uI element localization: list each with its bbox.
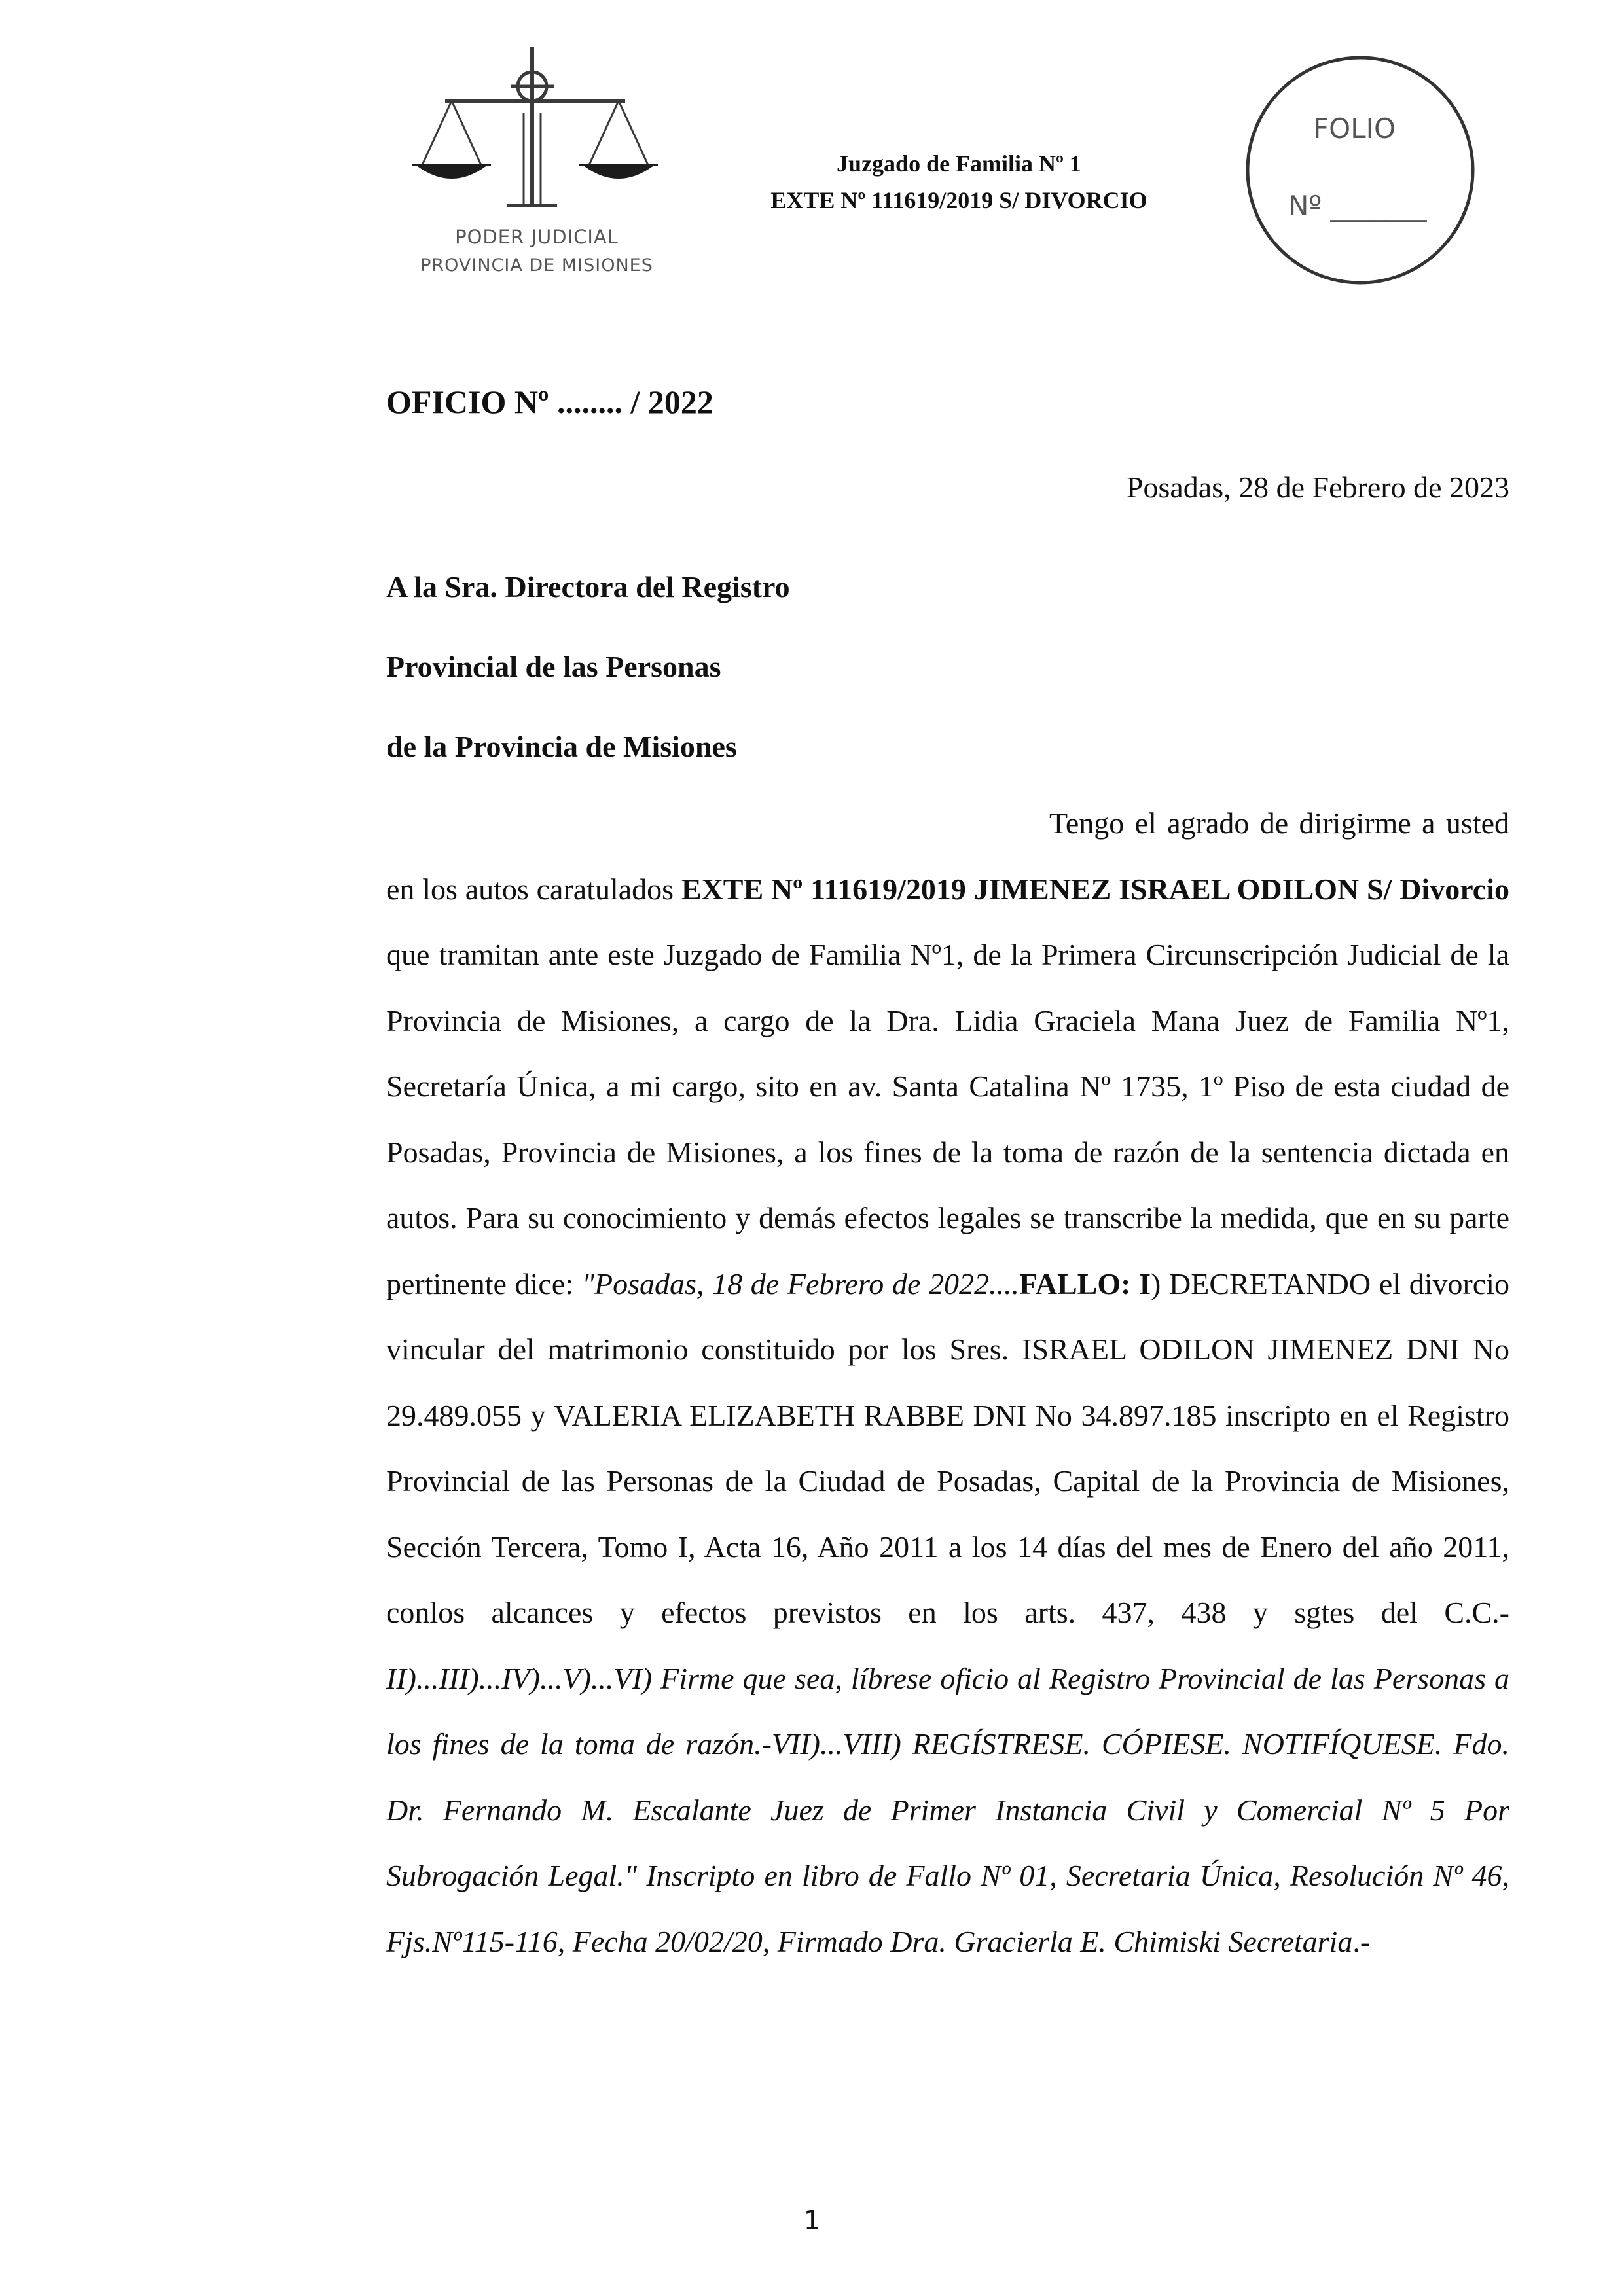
body-intro: Tengo el agrado de dirigirme a usted en los autos caratulados — [386, 806, 1509, 906]
case-reference: EXTE Nº 111619/2019 S/ DIVORCIO — [770, 187, 1147, 213]
body-closing: .- — [1352, 1924, 1371, 1958]
recipient-line-3: de la Provincia de Misiones — [386, 730, 737, 763]
ruling-text: ) DECRETANDO el divorcio vincular del matrimonio constituido por los Sres. ISRAEL ODILON JIMENEZ DNI No 29.489.055 y VALERIA ELIZABETH RABBE DNI No 34.897.185 inscripto en el Registro Provincial de las Personas de la Ciudad de Posadas, Capital de la Provincia de Misiones, Sección Tercera, Tomo I, Acta 16, Año 2011 a los 14 días del mes de Enero del año 2011, conlos alcances y efectos previstos en los arts. 437, 438 y sgtes del C.C.- — [386, 1266, 1510, 1629]
folio-label: FOLIO — [1313, 113, 1396, 145]
folio-stamp-circle — [1242, 52, 1478, 288]
logo-line-2: PROVINCIA DE MISIONES — [420, 255, 653, 276]
folio-stamp — [1242, 52, 1478, 288]
document-header — [674, 145, 1244, 219]
folio-number: Nº _______ — [1288, 190, 1427, 222]
logo-line-1: PODER JUDICIAL — [455, 226, 619, 248]
court-name: Juzgado de Familia Nº 1 — [837, 151, 1081, 177]
recipient-block — [386, 547, 790, 787]
recipient-line-1: A la Sra. Directora del Registro — [386, 570, 790, 603]
page-number: 1 — [803, 2206, 821, 2236]
oficio-number: OFICIO Nº ........ / 2022 — [386, 384, 713, 420]
body-text — [386, 791, 1509, 1975]
recipient-line-2: Provincial de las Personas — [386, 650, 721, 683]
ruling-heading: FALLO: I — [1019, 1266, 1151, 1300]
document-date: Posadas, 28 de Febrero de 2023 — [1126, 471, 1509, 504]
scales-of-justice-icon — [399, 41, 674, 230]
body-paragraph — [386, 791, 1509, 1975]
poder-judicial-logo — [399, 41, 674, 289]
ruling-continuation: II)...III)...IV)...V)...VI) Firme que sea, líbrese oficio al Registro Provincial de las Personas a los fines de la toma de razón.-VII)...VIII) REGÍSTRESE. CÓPIESE. NOTIFÍQUESE. Fdo. Dr. Fernando M. Escalante Juez de Primer Instancia Civil y Comercial Nº 5 Por Subrogación Legal." Inscripto en libro de Fallo Nº 01, Secretaria Única, Resolución Nº 46, Fjs.Nº115-116, Fecha 20/02/20, Firmado Dra. Gracierla E. Chimiski Secretaria — [386, 1661, 1509, 1958]
case-title: EXTE Nº 111619/2019 JIMENEZ ISRAEL ODILON S/ Divorcio — [681, 872, 1509, 906]
ruling-date: "Posadas, 18 de Febrero de 2022.... — [581, 1266, 1020, 1300]
body-court-info: que tramitan ante este Juzgado de Familia Nº1, de la Primera Circunscripción Judicial de la Provincia de Misiones, a cargo de la Dra. Lidia Graciela Mana Juez de Familia Nº1, Secretaría Única, a mi cargo, sito en av. Santa Catalina Nº 1735, 1º Piso de esta ciudad de Posadas, Provincia de Misiones, a los fines de la toma de razón de la sentencia dictada en autos. Para su conocimiento y demás efectos legales se transcribe la medida, que en su parte pertinente dice: — [386, 938, 1509, 1300]
